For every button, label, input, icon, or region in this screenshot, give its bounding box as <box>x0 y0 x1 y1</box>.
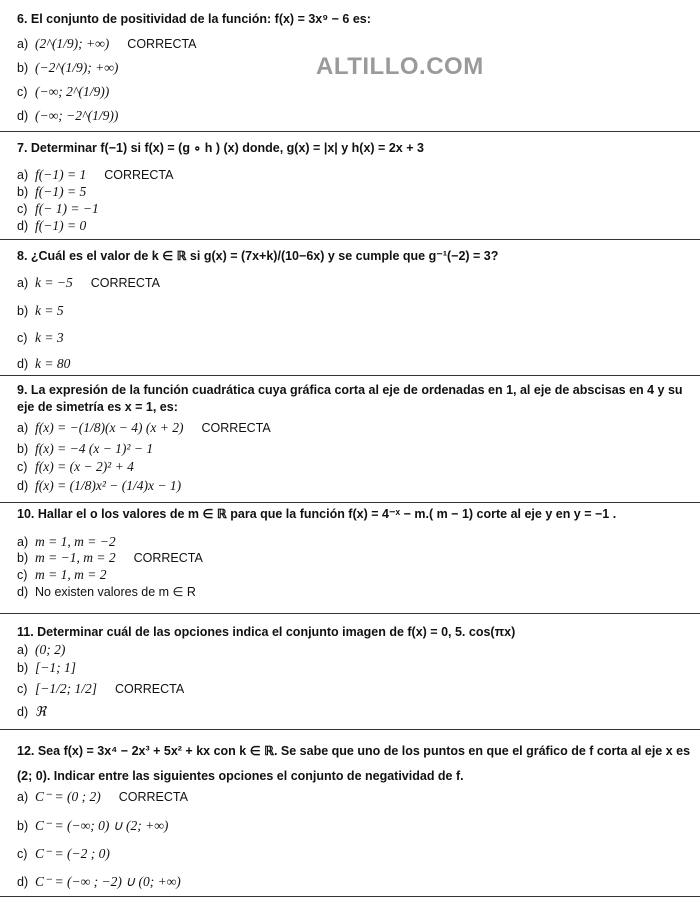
correct-mark: CORRECTA <box>201 421 271 435</box>
option-c: c) (−∞; 2^(1/9)) <box>17 84 110 99</box>
option-a: a) k = −5 CORRECTA <box>17 275 160 290</box>
question-title: 11. Determinar cuál de las opciones indica el conjunto imagen de f(x) = 0, 5. cos(πx) <box>17 625 516 639</box>
correct-mark: CORRECTA <box>118 790 188 804</box>
option-b: b) (−2^(1/9); +∞) <box>17 60 119 75</box>
option-c: c) f(x) = (x − 2)² + 4 <box>17 459 134 474</box>
option-d: d) C⁻ = (−∞ ; −2) ∪ (0; +∞) <box>17 874 181 889</box>
question-title: 7. Determinar f(−1) si f(x) = (g ∘ h ) (x) donde, g(x) = |x| y h(x) = 2x + 3 <box>17 141 424 155</box>
option-d: d) ℜ <box>17 704 46 719</box>
question-title: 12. Sea f(x) = 3x⁴ − 2x³ + 5x² + kx con k ∈ ℝ. Se sabe que uno de los puntos en que el gráfico de f corta al eje x es (2; 0). Indicar entre las siguientes opciones el conjunto de negatividad de f. <box>17 744 691 783</box>
option-c: c) [−1/2; 1/2] CORRECTA <box>17 681 185 696</box>
option-c: c) m = 1, m = 2 <box>17 567 107 582</box>
option-a: a) C⁻ = (0 ; 2) CORRECTA <box>17 789 188 804</box>
option-b: b) C⁻ = (−∞; 0) ∪ (2; +∞) <box>17 818 169 833</box>
option-b: b) k = 5 <box>17 303 64 318</box>
correct-mark: CORRECTA <box>90 276 160 290</box>
option-a: a) f(−1) = 1 CORRECTA <box>17 167 174 182</box>
question-title: 8. ¿Cuál es el valor de k ∈ ℝ si g(x) = (7x+k)/(10−6x) y se cumple que g⁻¹(−2) = 3? <box>17 249 499 263</box>
divider <box>0 239 700 240</box>
option-b: b) f(x) = −4 (x − 1)² − 1 <box>17 441 154 456</box>
option-a: a) (0; 2) <box>17 642 66 657</box>
option-d: d) f(−1) = 0 <box>17 218 87 233</box>
option-b: b) f(−1) = 5 <box>17 184 87 199</box>
divider <box>0 375 700 376</box>
divider <box>0 729 700 730</box>
option-d: d) No existen valores de m ∈ R <box>17 585 196 599</box>
option-a: a) f(x) = −(1/8)(x − 4) (x + 2) CORRECTA <box>17 420 271 435</box>
divider <box>0 613 700 614</box>
divider <box>0 131 700 132</box>
divider <box>0 896 700 897</box>
correct-mark: CORRECTA <box>127 37 197 51</box>
question-title: 10. Hallar el o los valores de m ∈ ℝ para que la función f(x) = 4⁻ˣ − m.( m − 1) corte al eje y en y = −1 . <box>17 507 617 521</box>
option-c: c) C⁻ = (−2 ; 0) <box>17 846 110 861</box>
option-d: d) (−∞; −2^(1/9)) <box>17 108 119 123</box>
correct-mark: CORRECTA <box>133 551 203 565</box>
question-title: 6. El conjunto de positividad de la función: f(x) = 3x⁹ − 6 es: <box>17 12 371 26</box>
watermark: ALTILLO.COM <box>316 53 484 80</box>
option-c: c) f(− 1) = −1 <box>17 201 99 216</box>
option-d: d) f(x) = (1/8)x² − (1/4)x − 1) <box>17 478 182 493</box>
correct-mark: CORRECTA <box>115 682 185 696</box>
correct-mark: CORRECTA <box>104 168 174 182</box>
divider <box>0 502 700 503</box>
option-a: a) m = 1, m = −2 <box>17 534 116 549</box>
option-d: d) k = 80 <box>17 356 71 371</box>
option-c: c) k = 3 <box>17 330 64 345</box>
option-b: b) m = −1, m = 2 CORRECTA <box>17 550 203 565</box>
question-title: 9. La expresión de la función cuadrática cuya gráfica corta al eje de ordenadas en 1, al eje de abscisas en 4 y su eje de simetría es x = 1, es: <box>17 383 683 414</box>
option-a: a) (2^(1/9); +∞) CORRECTA <box>17 36 197 51</box>
option-b: b) [−1; 1] <box>17 660 76 675</box>
